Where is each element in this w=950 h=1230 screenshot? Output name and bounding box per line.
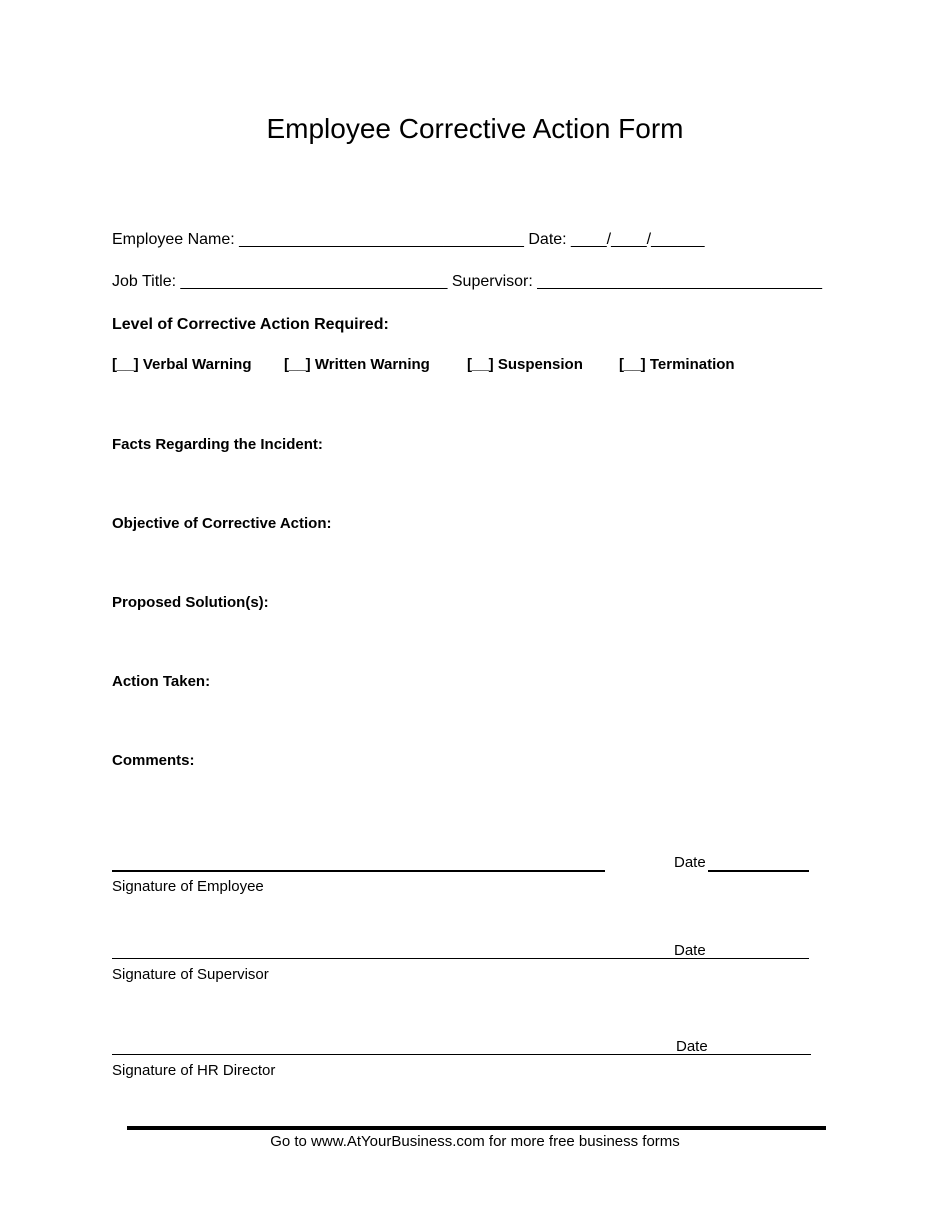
employee-date-label: Date — [674, 854, 706, 871]
section-action-taken: Action Taken: — [112, 673, 211, 690]
section-objective: Objective of Corrective Action: — [112, 515, 332, 532]
section-facts: Facts Regarding the Incident: — [112, 436, 323, 453]
employee-date-line — [708, 870, 809, 872]
employee-name-date-line: Employee Name: ________________________________ Date: ____/____/______ — [112, 231, 705, 248]
option-written-warning: [__] Written Warning — [284, 356, 430, 373]
footer-link-text: Go to www.AtYourBusiness.com for more free business forms — [270, 1133, 680, 1150]
option-verbal-warning: [__] Verbal Warning — [112, 356, 252, 373]
option-termination: [__] Termination — [619, 356, 735, 373]
footer-rule — [127, 1126, 826, 1130]
supervisor-signature-caption: Signature of Supervisor — [112, 966, 269, 983]
corrective-action-heading: Level of Corrective Action Required: — [112, 316, 389, 333]
supervisor-date-label: Date — [674, 942, 706, 959]
job-title-supervisor-line: Job Title: ______________________________ Supervisor: ________________________________ — [112, 273, 822, 290]
employee-signature-caption: Signature of Employee — [112, 878, 264, 895]
employee-signature-line — [112, 870, 605, 872]
hr-director-date-label: Date — [676, 1038, 708, 1055]
hr-director-signature-caption: Signature of HR Director — [112, 1062, 276, 1079]
option-suspension: [__] Suspension — [467, 356, 583, 373]
section-comments: Comments: — [112, 752, 195, 769]
section-proposed-solutions: Proposed Solution(s): — [112, 594, 269, 611]
page-title: Employee Corrective Action Form — [266, 113, 684, 144]
